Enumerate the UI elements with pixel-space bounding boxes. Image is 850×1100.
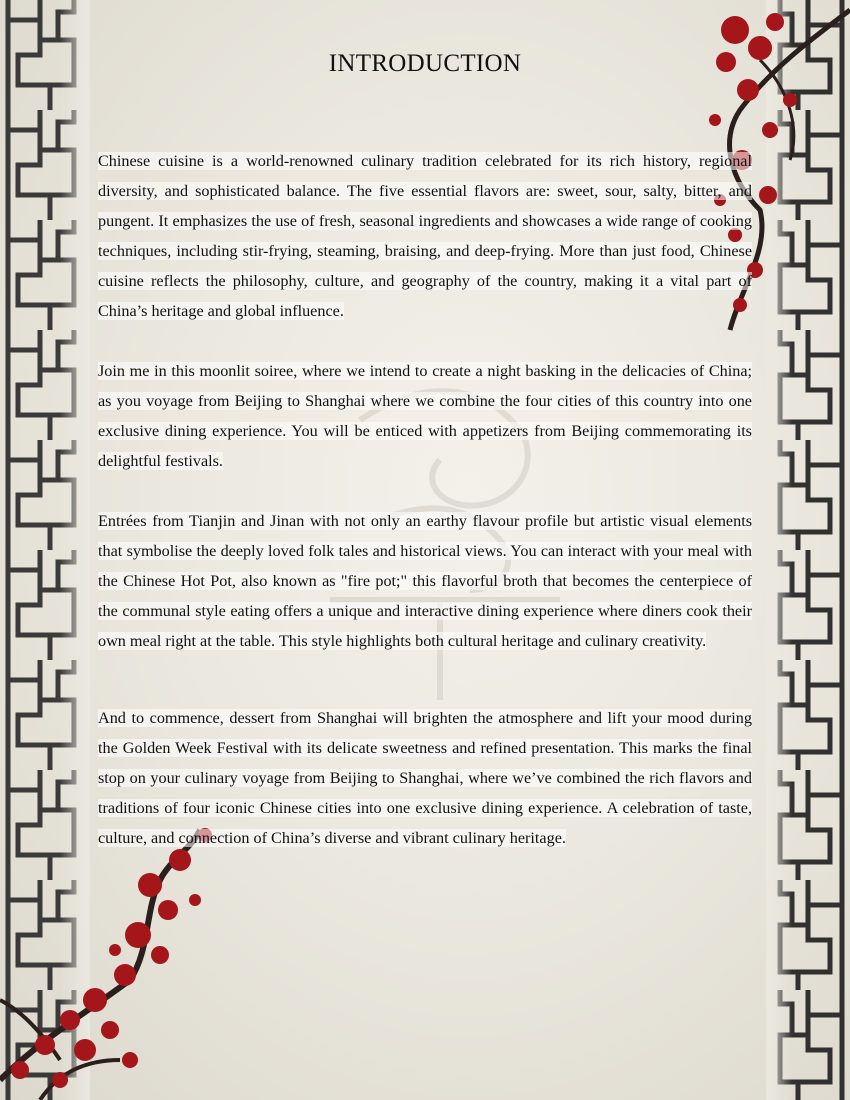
intro-paragraph-4 [98,703,752,853]
paragraph-text: And to commence, dessert from Shanghai will brighten the atmosphere and lift your mood during the Golden Week Festival with its delicate sweetness and refined presentation. This marks the final stop on your culinary voyage from Beijing to Shanghai, where we’ve combined the rich flavors and traditions of four iconic Chinese cities into one exclusive dining experience. A celebration of taste, culture, and connection of China’s diverse and vibrant culinary heritage. [98,709,752,847]
paragraph-text: Join me in this moonlit soiree, where we intend to create a night basking in the delicacies of China; as you voyage from Beijing to Shanghai where we combine the four cities of this country into one exclusive dining experience. You will be enticed with appetizers from Beijing commemorating its delightful festivals. [98,362,752,470]
right-lattice [766,0,850,1100]
paragraph-text: Entrées from Tianjin and Jinan with not only an earthy flavour profile but artistic visual elements that symbolise the deeply loved folk tales and historical views. You can interact with your meal with the Chinese Hot Pot, also known as "fire pot;" this flavorful broth that becomes the centerpiece of the communal style eating offers a unique and interactive dining experience where diners cook their own meal right at the table. This style highlights both cultural heritage and culinary creativity. [98,512,752,650]
intro-paragraph-3 [98,506,752,656]
intro-paragraph-1 [98,146,752,326]
left-lattice [0,0,90,1100]
paragraph-text: Chinese cuisine is a world-renowned culinary tradition celebrated for its rich history, regional diversity, and sophisticated balance. The five essential flavors are: sweet, sour, salty, bitter, and pungent. It emphasizes the use of fresh, seasonal ingredients and showcases a wide range of cooking techniques, including stir-frying, steaming, braising, and deep-frying. More than just food, Chinese cuisine reflects the philosophy, culture, and geography of the country, making it a vital part of China’s heritage and global influence. [98,152,752,320]
intro-paragraph-2 [98,356,752,476]
page-title: INTRODUCTION [328,50,522,77]
